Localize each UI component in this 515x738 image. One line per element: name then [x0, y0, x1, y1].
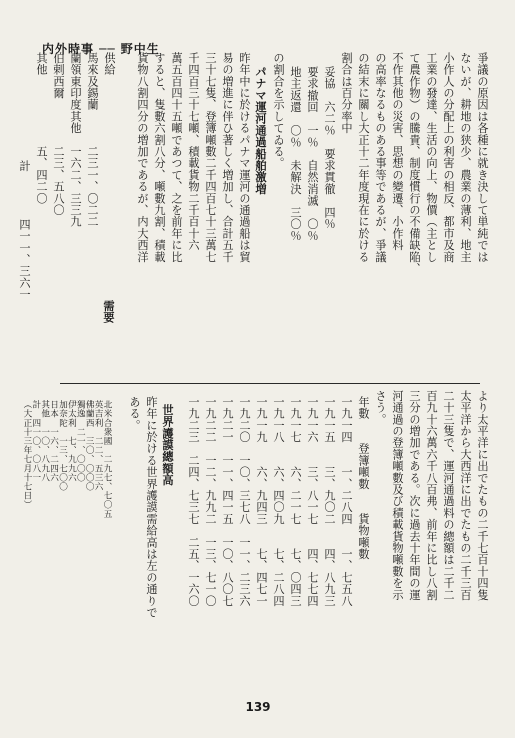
text-column: 割合は百分率中	[340, 52, 353, 134]
text-column: 其他 五、四二〇	[35, 52, 48, 205]
text-column: 妥協 六二％ 要求貫徹 四％	[323, 66, 336, 230]
text-column: の高率なるものある事等であるが、爭議	[374, 52, 387, 263]
text-column: 馬來及錫蘭 二三一、〇二二	[86, 52, 99, 228]
text-column: 貨物八割四分の増加であるが、内大西洋	[136, 52, 149, 263]
text-column: さう。	[374, 390, 387, 426]
text-column: 千四百三十七噸、積載貨物二千百十六	[187, 52, 200, 251]
text-column: ないが、耕地の狭少、農業の薄利、地主	[459, 52, 472, 263]
text-column: 一九二一 一一、四一五 一〇、八〇七	[221, 396, 234, 607]
text-column: 不作其他の災害、思想の變遷、小作料	[391, 52, 404, 251]
text-column: 計 四一〇、〇八一	[30, 400, 41, 482]
text-column: 其他 一〇、八九八	[39, 400, 50, 482]
separator-line	[60, 383, 480, 384]
text-column: 三分の増加である。次に過去十年間の運	[408, 390, 421, 601]
text-column: 伯剌西爾 二三、五八〇	[52, 52, 65, 216]
text-column: 一九二〇 一〇、三七八 一一、二三六	[238, 396, 251, 607]
text-column: 日本 一六、二四六	[48, 400, 59, 482]
text-column: 二十三隻で、運河通過料の總額は二千二	[442, 390, 455, 601]
text-column: 需要	[102, 300, 116, 324]
text-column: 一九一六 三、八一七 四、七七四	[306, 396, 319, 607]
text-column: の割合を示してゐる。	[272, 52, 285, 169]
text-column: 世界護謨總額高	[161, 404, 175, 486]
text-column: 北米合衆國 二九七、七〇五	[102, 400, 112, 519]
text-column: 地主返還 〇％ 未解決 三〇％	[289, 66, 302, 242]
text-column: 要求撤回 一％ 自然消滅 〇％	[306, 66, 319, 242]
text-column: 佛蘭西 三〇、〇〇〇	[84, 400, 95, 491]
text-column: 一九一四 一、二八四 一、七五八	[340, 396, 353, 607]
text-column: 蘭領東印度其他 一六二、三三九	[69, 52, 82, 228]
text-column: 小作人の分配上の利害の相反、都市及商	[442, 52, 455, 263]
text-column: の結末に關し大正十二年度現在に於ける	[357, 52, 370, 263]
text-column: 三十七隻、登簿噸數二千四百七十三萬七	[204, 52, 217, 263]
text-column: 一九一五 三、九〇二 四、八九三	[323, 396, 336, 607]
text-column: 加奈陀 一三、七〇〇	[57, 400, 68, 491]
page-number: 139	[245, 700, 271, 714]
text-column: （大正十三年七月十七日）	[21, 400, 32, 510]
text-column: 一九一八 六、四〇九 七、二八四	[272, 396, 285, 607]
text-column: すると、隻數六割八分、噸數九割、積載	[153, 52, 166, 263]
text-column: 一九二三 二四、七三七 二五、一六〇	[187, 396, 200, 607]
text-column: 昨年中に於けるパナマ運河の通過船は貿	[238, 52, 251, 263]
text-column: 供給	[103, 52, 116, 76]
text-column: 一九一七 六、二一七 七、〇四三	[289, 396, 302, 607]
text-column: 易の増進に伴ひ著しく増加し、合計五千	[221, 52, 234, 263]
text-column: 百九十六萬六千八百弗、前年に比し八割	[425, 390, 438, 601]
page-header: 内外時事 ── 野中生	[42, 42, 160, 56]
text-column: 計 四一一、三六一	[18, 160, 31, 301]
text-column: ある。	[128, 396, 141, 432]
text-column: て農作物）の騰貴、制度慣行の不備缺陥、	[408, 52, 421, 275]
text-column: 伊太利 七、九九六	[66, 400, 77, 482]
text-column: 爭議の原因は各種に就き決して単純では	[476, 52, 489, 263]
text-column: より太平洋に出でたもの二千七百十四隻	[476, 390, 489, 601]
text-column: 昨年に於ける世界護謨需給高は左の通りで	[145, 396, 158, 619]
text-column: 一九一九 六、九四三 七、四七一	[255, 396, 268, 607]
text-column: 獨逸 二一、〇〇〇	[75, 400, 86, 482]
text-column: パナマ運河通過船舶激増	[254, 66, 268, 195]
text-column: 工業の發達、生活の向上、物價（主とし	[425, 52, 438, 263]
text-column: 河通過の登簿噸數及び積載貨物噸數を示	[391, 390, 404, 601]
text-column: 年數 登簿噸數 貨物噸數	[357, 396, 370, 560]
text-column: 英吉利 二二、五三六	[93, 400, 104, 491]
text-column: 一九二二 一二、九九二 一三、七一〇	[204, 396, 217, 607]
text-column: 太平洋から大西洋に出でたもの二千三百	[459, 390, 472, 601]
text-column: 萬五百四十五噸であつて、之を前年に比	[170, 52, 183, 263]
